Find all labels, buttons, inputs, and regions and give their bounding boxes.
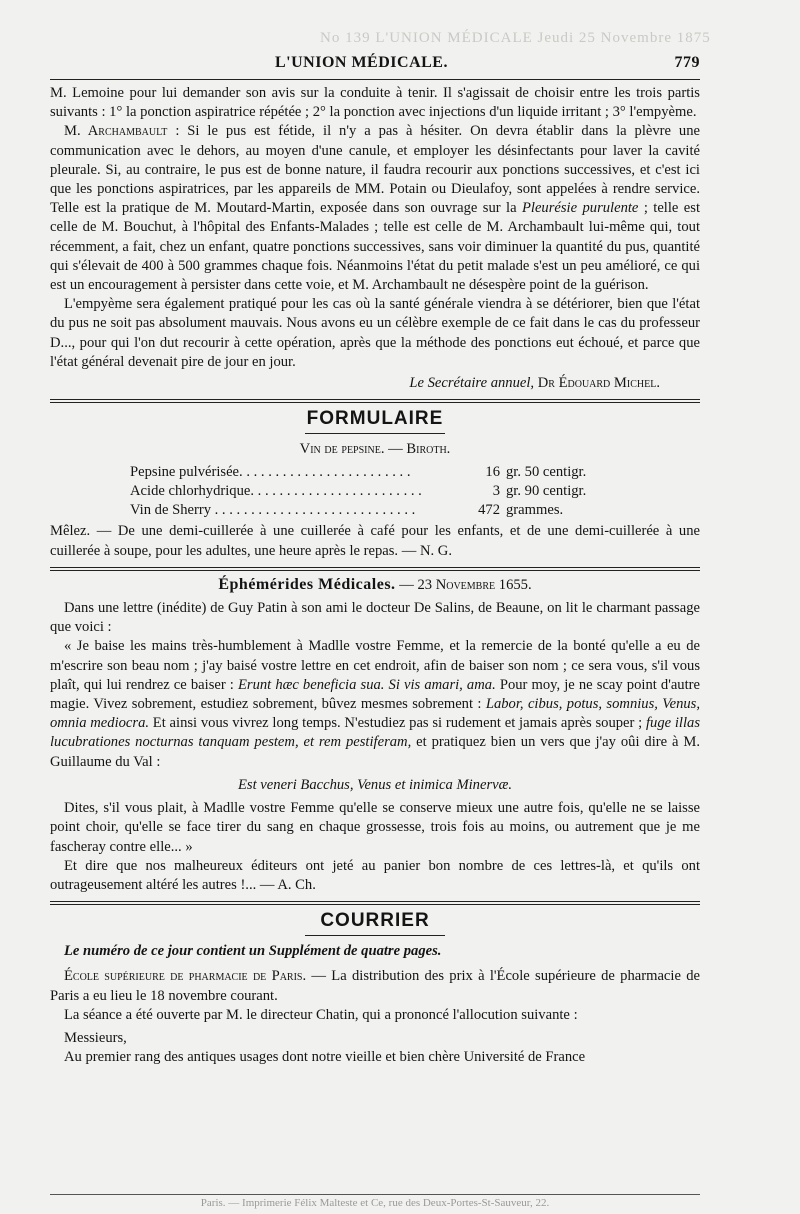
paragraph-empyeme: L'empyème sera également pratiqué pour les cas où la santé générale viendra à se détériorer, bien que l'état du pus ne soit pas absolument mauvais. Nous avons eu un célèbre exemple de ce fait dans le cas du professeur D..., pour qui l'on dut recourir à cette opération, après que la méthode des ponctions eut échoué, et parce que l'état général devenait pire de jour en jour.: [50, 296, 700, 370]
section-divider: [50, 901, 700, 905]
courrier-title: COURRIER: [320, 910, 430, 932]
bleed-through-header: No 139 L'UNION MÉDICALE Jeudi 25 Novembre 1875: [320, 30, 711, 46]
speaker-name: M. Archambault: [64, 123, 168, 140]
article-body: [50, 84, 700, 1067]
page-header: [50, 50, 700, 74]
title-underline: [305, 433, 445, 434]
paragraph-lemoine: M. Lemoine pour lui demander son avis sur la conduite à tenir. Il s'agissait de choisir entre les trois partis suivants : 1° la ponction aspiratrice répétée ; 2° la ponction avec injections d'un liquide irritant ; 3° l'empyème.: [50, 85, 700, 121]
allocution-start: Au premier rang des antiques usages dont notre vieille et bien chère Université de France: [64, 1049, 586, 1066]
paragraph-archambault: M. Archambault : Si le pus est fétide, il n'y a pas à hésiter. On devra établir dans la plèvre une communication avec le dehors, au moyen d'une canule, et employer les désinfectants pour laver la cavité pleurale. Si, au contraire, le pus est de bonne nature, il faudra recourir aux ponctions successives, et c'est ici que les ponctions aspiratrices, par les appareils de MM. Potain ou Dieulafoy, sont appelées à rendre service. Telle est la pratique de M. Moutard-Martin, exposée dans son ouvrage sur la Pleurésie purulente ; telle est celle de M. Bouchut, à l'hôpital des Enfants-Malades ; telle est celle de M. Archambault lui-même qui, tout récemment, a fait, chez un enfant, quatre ponctions successives, sans voir diminuer la quantité du pus, quantité qui s'élevait de 400 à 500 grammes chaque fois. Néanmoins l'état du petit malade s'est un peu amélioré, ce qui est un encouragement à persister dans cette voie, et M. Archambault ne désespère point de la guérison.: [50, 123, 701, 294]
section-divider: [50, 399, 700, 403]
patin-quote-end: Dites, s'il vous plait, à Madlle vostre Femme qu'elle se conserve mieux une autre fois, qu'elle ne se laisse point choir, qu'elle se face tirer du sang en chaque grossesse, trois fois au moins, ou autrement que je me fascheray contre elle... »: [50, 800, 700, 855]
formulaire-title: FORMULAIRE: [306, 408, 444, 430]
ecole-news: École supérieure de pharmacie de Paris. — La distribution des prix à l'École supérieure de pharmacie de Paris a eu lieu le 18 novembre courant.: [50, 968, 700, 1004]
recipe-row: Acide chlorhydrique. . . . . . . . . . . . . . . . . . . . . . . . 3 gr. 90 centigr.: [130, 483, 587, 500]
patin-quote: « Je baise les mains très-humblement à Madlle vostre Femme, et la remercie de la bonté qu'elle a eu de m'escrire son beau nom ; j'ay baisé vostre lettre en cet endroit, afin de baiser son nom ; ce sera vous, s'il vous plaît, qui lui rendrez ce baiser : Erunt hæc beneficia sua. Si vis amari, ama. Pour moy, je ne scay point d'autre magie. Vivez sobrement, estudiez sobrement, bûvez mesmes sobrement : Labor, cibus, potus, somnius, Venus, omnia mediocra. Et ainsi vous vivrez long temps. N'estudiez pas si rudement et jamais après souper ; fuge illas lucubrationes nocturnas tanquam pestem, et rem pestiferam, et pratiquez bien un vers que j'ay oûi dire à M. Guillaume du Val :: [50, 638, 701, 770]
signature: Le Secrétaire annuel, Dr Édouard Michel.: [409, 375, 660, 392]
supplement-notice: Le numéro de ce jour contient un Supplément de quatre pages.: [64, 943, 442, 960]
ephemerides-closing: Et dire que nos malheureux éditeurs ont jeté au panier bon nombre de ces lettres-là, et qu'ils ont outrageusement altéré les autres !... — A. Ch.: [50, 857, 700, 893]
recipe-title: Vin de pepsine. — Biroth.: [299, 441, 451, 458]
recipe-row: Pepsine pulvérisée. . . . . . . . . . . . . . . . . . . . . . . . 16 gr. 50 centigr.: [130, 464, 587, 481]
journal-title: L'UNION MÉDICALE.: [275, 54, 448, 71]
recipe-row: Vin de Sherry . . . . . . . . . . . . . . . . . . . . . . . . . . . . 472 grammes.: [130, 502, 564, 519]
recipe-table: [130, 463, 700, 520]
page-number: 779: [674, 54, 700, 71]
ephemerides-title: Éphémérides Médicales. — 23 Novembre 1655.: [218, 575, 532, 593]
recipe-instructions: Mêlez. — De une demi-cuillerée à une cuillerée à café pour les enfants, et de une demi-cuillerée à une cuillerée à soupe, pour les adultes, une heure après le repas. — N. G.: [50, 523, 700, 559]
ephemerides-intro: Dans une lettre (inédite) de Guy Patin à son ami le docteur De Salins, de Beaune, on lit le charmant passage que voici :: [50, 600, 700, 636]
header-rule: [50, 79, 700, 80]
book-title: Pleurésie purulente: [521, 200, 639, 217]
document-page: [50, 0, 700, 1214]
latin-verse: Est veneri Bacchus, Venus et inimica Minervæ.: [238, 776, 512, 793]
section-divider: [50, 567, 700, 571]
title-underline: [305, 935, 445, 936]
seance-text: La séance a été ouverte par M. le directeur Chatin, qui a prononcé l'allocution suivante :: [64, 1006, 578, 1023]
printer-footer: Paris. — Imprimerie Félix Malteste et Ce, rue des Deux-Portes-St-Sauveur, 22.: [50, 1194, 700, 1209]
salutation: Messieurs,: [64, 1029, 127, 1046]
